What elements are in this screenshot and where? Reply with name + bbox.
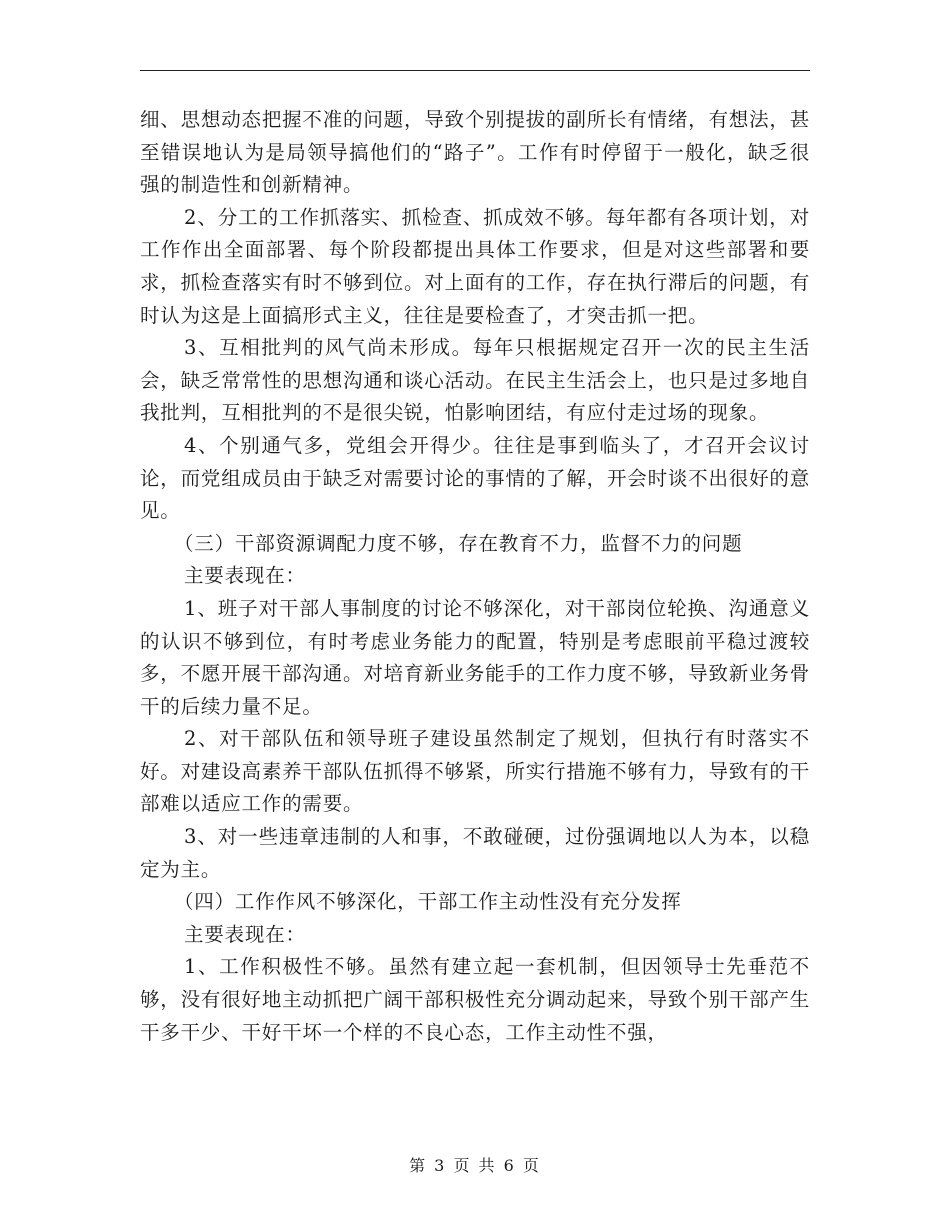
section-heading: （四）工作作风不够深化，干部工作主动性没有充分发挥 bbox=[174, 890, 682, 914]
document-body bbox=[140, 104, 810, 1049]
paragraph: 2、对干部队伍和领导班子建设虽然制定了规划，但执行有时落实不好。对建设高素养干部队伍抓得不够紧，所实行措施不够有力，导致有的干部难以适应工作的需要。 bbox=[140, 727, 810, 816]
header-rule bbox=[140, 70, 810, 71]
paragraph: 细、思想动态把握不准的问题，导致个别提拔的副所长有情绪，有想法，甚至错误地认为是局领导搞他们的“路子”。工作有时停留于一般化，缺乏很强的制造性和创新精神。 bbox=[140, 108, 810, 197]
paragraph: 主要表现在： bbox=[184, 564, 306, 588]
paragraph: 主要表现在： bbox=[184, 922, 306, 946]
paragraph: 4、个别通气多，党组会开得少。往往是事到临头了，才召开会议讨论，而党组成员由于缺乏对需要讨论的事情的了解，开会时谈不出很好的意见。 bbox=[140, 433, 810, 523]
paragraph: 2、分工的工作抓落实、抓检查、抓成效不够。每年都有各项计划，对工作作出全面部署、每个阶段都提出具体工作要求，但是对这些部署和要求，抓检查落实有时不够到位。对上面有的工作，存在执行滞后的问题，有时认为这是上面搞形式主义，往往是要检查了，才突击抓一把。 bbox=[140, 205, 810, 327]
paragraph: 1、工作积极性不够。虽然有建立起一套机制，但因领导士先垂范不够，没有很好地主动抓把广阔干部积极性充分调动起来，导致个别干部产生干多干少、干好干坏一个样的不良心态，工作主动性不强， bbox=[140, 955, 810, 1044]
paragraph: 1、班子对干部人事制度的讨论不够深化，对干部岗位轮换、沟通意义的认识不够到位，有时考虑业务能力的配置，特别是考虑眼前平稳过渡较多，不愿开展干部沟通。对培育新业务能手的工作力度不够，导致新业务骨干的后续力量不足。 bbox=[140, 596, 810, 718]
paragraph: 3、互相批判的风气尚未形成。每年只根据规定召开一次的民主生活会，缺乏常常性的思想沟通和谈心活动。在民主生活会上，也只是过多地自我批判，互相批判的不是很尖锐，怕影响团结，有应付走过场的现象。 bbox=[140, 336, 810, 425]
page-number: 第 3 页 共 6 页 bbox=[409, 1156, 541, 1175]
section-heading: （三）干部资源调配力度不够，存在教育不力，监督不力的问题 bbox=[174, 531, 743, 555]
paragraph: 3、对一些违章违制的人和事，不敢碰硬，过份强调地以人为本，以稳定为主。 bbox=[140, 825, 810, 881]
